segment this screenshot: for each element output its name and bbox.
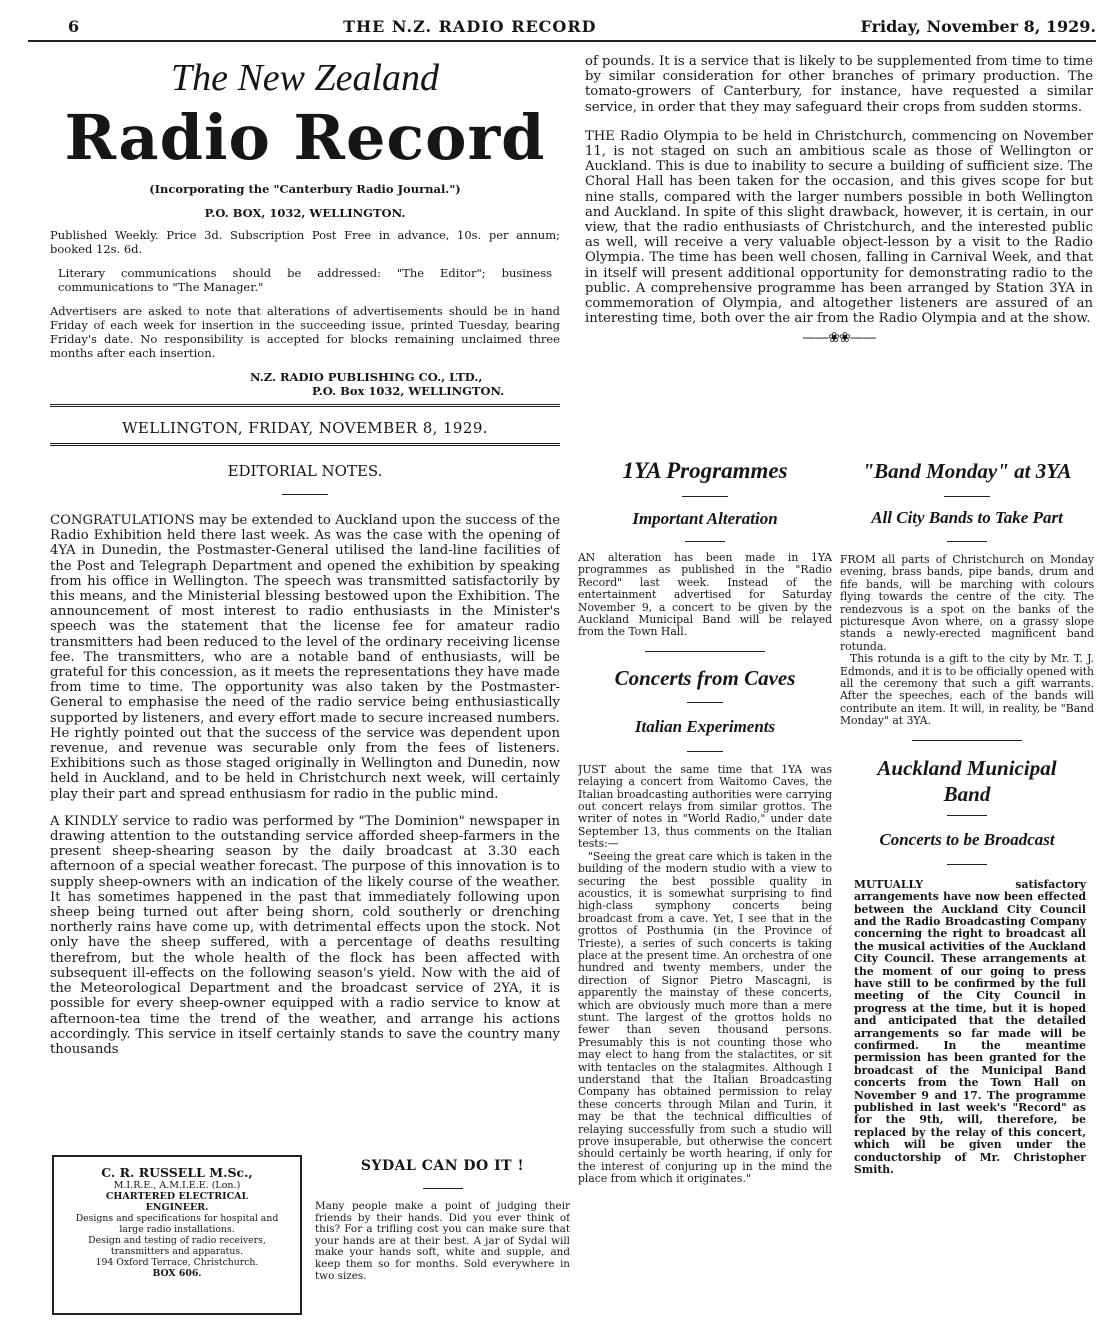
- rule-caves-sub: [687, 751, 723, 752]
- ornament-divider: ——❀❀——: [802, 330, 876, 347]
- masthead-incorporating: (Incorporating the "Canterbury Radio Journal."): [149, 182, 461, 196]
- russell-name: C. R. RUSSELL M.Sc.,: [101, 1165, 253, 1180]
- sydal-heading: SYDAL CAN DO IT !: [360, 1158, 525, 1174]
- editorial-continuation: [585, 54, 1093, 444]
- editorial-heading-rule: [282, 494, 328, 495]
- publication-name: THE N.Z. RADIO RECORD: [343, 17, 597, 36]
- heading-caves: Concerts from Caves: [614, 665, 796, 690]
- text-1ya: AN alteration has been made in 1YA programmes as published in the "Radio Record" last week. Instead of the entertainment advertised for Saturday November 9, a concert to be given by the Auckland Municipal Band will be relayed from the Town Hall.: [578, 551, 832, 639]
- heading-band-monday: "Band Monday" at 3YA: [862, 459, 1072, 483]
- text-band-monday-2: This rotunda is a gift to the city by Mr. T. J. Edmonds, and it is to be officially opened with all the ceremony that such a gift warrants. After the speeches, each of the bands will contribute an item. It will, in reality, be "Band Monday" at 3YA.: [840, 652, 1094, 728]
- masthead-title-line2: Radio Record: [64, 101, 546, 174]
- editorial-paragraph-1: CONGRATULATIONS may be extended to Auckland upon the success of the Radio Exhibition held there last week. As was the case with the opening of 4YA in Dunedin, the Postmaster-General utilised the land-line facilities of the Post and Telegraph Department and opened the exhibition by speaking from his office in Wellington. The speech was transmitted satisfactorily by this means, and the Ministerial blessing bestowed upon the Exhibition. The announcement of most interest to radio enthusiasts in the Minister's speech was the statement that the license fee for amateur radio transmitters had been reduced to the level of the ordinary receiving license fee. The transmitters, who are a notable band of enthusiasts, will be grateful for this concession, as it meets the representations they have made from time to time. The opportunity was also taken by the Postmaster-General to emphasise the need of the radio service being enthusiastically supported by listeners, and every effort made to secure increased numbers. He rightly pointed out that the success of the service was dependent upon revenue, and revenue was securable only from the fees of listeners. Exhibitions such as those staged originally in Wellington and Dunedin, now held in Auckland, and to be held in Christchurch next week, will certainly play their part and spread enthusiasm for radio in the public mind.: [50, 513, 560, 802]
- rule-1ya-end: [645, 651, 765, 652]
- text-caves-quote: "Seeing the great care which is taken in the building of the modern studio with a view to securing the best possible quality in acoustics, it is somewhat surprising to find high-class symphony concerts being broadcast from a cave. Yet, I see that in the grottos of Posthumia (in the Province of Trieste), a series of such concerts is taking place at the present time. An orchestra of one hundred and twenty members, under the direction of Signor Pietro Mascagni, is apparently the mainstay of these concerts, which are obviously much more than a mere stunt. The largest of the grottos holds no fewer than seven thousand persons. Presumably this is not counting those who may elect to hang from the stalactites, or sit with tentacles on the stalagmites. Although I understand that the Italian Broadcasting Company has obtained permission to relay these concerts through Milan and Turin, it may be that the technical difficulties of relaying successfully from such a studio will prove insuperable, but otherwise the concert should certainly be worth hearing, if only for the interest of conjuring up in the mind the place from which it originates.": [578, 849, 832, 1186]
- masthead-advertisers: Advertisers are asked to note that alterations of advertisements should be in hand Friday of each week for insertion in the succeeding issue, printed Tuesday, bearing Friday's date. No responsibility is accepted for blocks remaining unclaimed three months after each insertion.: [50, 304, 560, 360]
- russell-title: CHARTERED ELECTRICAL ENGINEER.: [105, 1191, 249, 1213]
- russell-quals: M.I.R.E., A.M.I.E.E. (Lon.): [113, 1180, 241, 1191]
- publisher-line1: N.Z. RADIO PUBLISHING CO., LTD.,: [250, 370, 483, 384]
- subheading-caves: Italian Experiments: [634, 716, 776, 736]
- masthead-title-line1: The New Zealand: [170, 57, 440, 99]
- rule-municipal-sub: [947, 864, 987, 865]
- heading-1ya: 1YA Programmes: [622, 458, 788, 483]
- sydal-rule: [423, 1188, 463, 1189]
- russell-line2: Design and testing of radio receivers, transmitters and apparatus.: [88, 1235, 266, 1257]
- editorial-paragraph-4: THE Radio Olympia to be held in Christchurch, commencing on November 11, is not staged on such an ambitious scale as those of Wellington or Auckland. This is due to inability to secure a building of sufficient size. The Choral Hall has been taken for the occasion, and this gives scope for but nine stalls, compared with the larger numbers possible in both Wellington and Auckland. In spite of this slight drawback, however, it is certain, in our view, that the radio enthusiasts of Christchurch, and the interested public as well, will receive a very valuable object-lesson by a visit to the Radio Olympia. The time has been well chosen, falling in Carnival Week, and that in itself will present additional opportunity for demonstrating radio to the public. A comprehensive programme has been arranged by Station 3YA in commemoration of Olympia, and altogether listeners are assured of an interesting time, both over the air from the Radio Olympia and at the show.: [585, 128, 1093, 327]
- dateline-block: [50, 404, 560, 450]
- sydal-text: Many people make a point of judging their friends by their hands. Did you ever think of this? For a trifling cost you can make sure that your hands are at their best. A jar of Sydal will make your hands soft, white and supple, and keep them so for months. Sold everywhere in two sizes.: [315, 1200, 570, 1282]
- column-1ya-caves: [578, 452, 832, 1312]
- issue-date: Friday, November 8, 1929.: [860, 17, 1096, 36]
- rule-band-monday: [944, 496, 990, 497]
- rule-1ya: [682, 496, 728, 497]
- heading-municipal: Auckland Municipal Band: [877, 755, 1057, 806]
- publisher-line2: P.O. Box 1032, WELLINGTON.: [312, 384, 505, 398]
- rule-1ya-sub: [685, 541, 725, 542]
- rule-band-monday-sub: [947, 541, 987, 542]
- masthead-po-box: P.O. BOX, 1032, WELLINGTON.: [204, 206, 406, 220]
- rule-municipal: [947, 815, 987, 816]
- dateline-bottom-rule: [50, 443, 560, 446]
- editorial-paragraph-2: A KINDLY service to radio was performed by "The Dominion" newspaper in drawing attention to the outstanding service afforded sheep-farmers in the present sheep-shearing season by the daily broadcast at 3.30 each afternoon of a special weather forecast. The purpose of this innovation is to supply sheep-owners with an indication of the likely course of the weather. It has sometimes happened in the past that immediately following upon sheep being turned out after being shorn, cold southerly or drenching northerly rains have come up, with detrimental effects upon the stock. Not only have the sheep suffered, with a percentage of deaths resulting therefrom, but the whole health of the flock has been affected with subsequent ill-effects on the following season's yield. Now with the aid of the Meteorological Department and the broadcast service of 2YA, it is possible for every sheep-owner equipped with a radio service to know at afternoon-tea time the trend of the weather, and arrange his actions accordingly. This service in itself certainly stands to save the country many thousands: [50, 813, 560, 1057]
- masthead-literary: Literary communications should be addressed: "The Editor"; business communications to "The Manager.": [58, 266, 552, 294]
- masthead-published: Published Weekly. Price 3d. Subscription Post Free in advance, 10s. per annum; booked 12s. 6d.: [50, 228, 560, 256]
- column-band-municipal: [840, 452, 1094, 1312]
- ad-russell: [52, 1155, 302, 1315]
- russell-line1: Designs and specifications for hospital and large radio installations.: [75, 1213, 279, 1235]
- rule-band-monday-end: [912, 740, 1022, 741]
- text-caves-intro: JUST about the same time that 1YA was relaying a concert from Waitomo Caves, the Italian broadcasting authorities were carrying out concert relays from similar grottos. The writer of notes in "World Radio," under date September 13, thus comments on the Italian tests:—: [578, 762, 832, 851]
- dateline: WELLINGTON, FRIDAY, NOVEMBER 8, 1929.: [122, 419, 488, 437]
- running-header: [28, 14, 1096, 42]
- editorial-paragraph-3: of pounds. It is a service that is likely to be supplemented from time to time by similar consideration for other branches of primary production. The tomato-growers of Canterbury, for instance, have requested a similar service, in order that they may safeguard their crops from sudden storms.: [585, 54, 1093, 115]
- subheading-municipal: Concerts to be Broadcast: [879, 829, 1055, 849]
- subheading-1ya: Important Alteration: [632, 509, 778, 528]
- rule-caves: [687, 702, 723, 703]
- russell-address: 194 Oxford Terrace, Christchurch.: [95, 1257, 259, 1268]
- page-number: 6: [68, 17, 80, 36]
- masthead: [50, 54, 560, 404]
- editorial-heading: EDITORIAL NOTES.: [227, 462, 383, 480]
- ad-sydal: [315, 1158, 570, 1308]
- russell-box: BOX 606.: [152, 1268, 202, 1279]
- subheading-band-monday: All City Bands to Take Part: [871, 508, 1063, 527]
- text-municipal: MUTUALLY satisfactory arrangements have now been effected between the Auckland City Council and the Radio Broadcasting Company concerning the right to broadcast all the musical activities of the Auckland City Council. These arrangements at the moment of our going to press have still to be confirmed by the full meeting of the City Council in progress at the time, but it is hoped and anticipated that the detailed arrangements so far made will be confirmed. In the meantime permission has been granted for the broadcast of the Municipal Band concerts from the Town Hall on November 9 and 17. The programme published in last week's "Record" as for the 9th, will, therefore, be replaced by the relay of this concert, which will be given under the conductorship of Mr. Christopher Smith.: [854, 877, 1086, 1177]
- text-band-monday-1: FROM all parts of Christchurch on Monday evening, brass bands, pipe bands, drum and fife bands, will be marching with colours flying towards the centre of the city. The rendezvous is a spot on the banks of the picturesque Avon where, on a grassy slope stands a newly-erected magnificent band rotunda.: [840, 553, 1094, 653]
- dateline-top-rule: [50, 404, 560, 407]
- editorial-notes: [50, 460, 560, 1150]
